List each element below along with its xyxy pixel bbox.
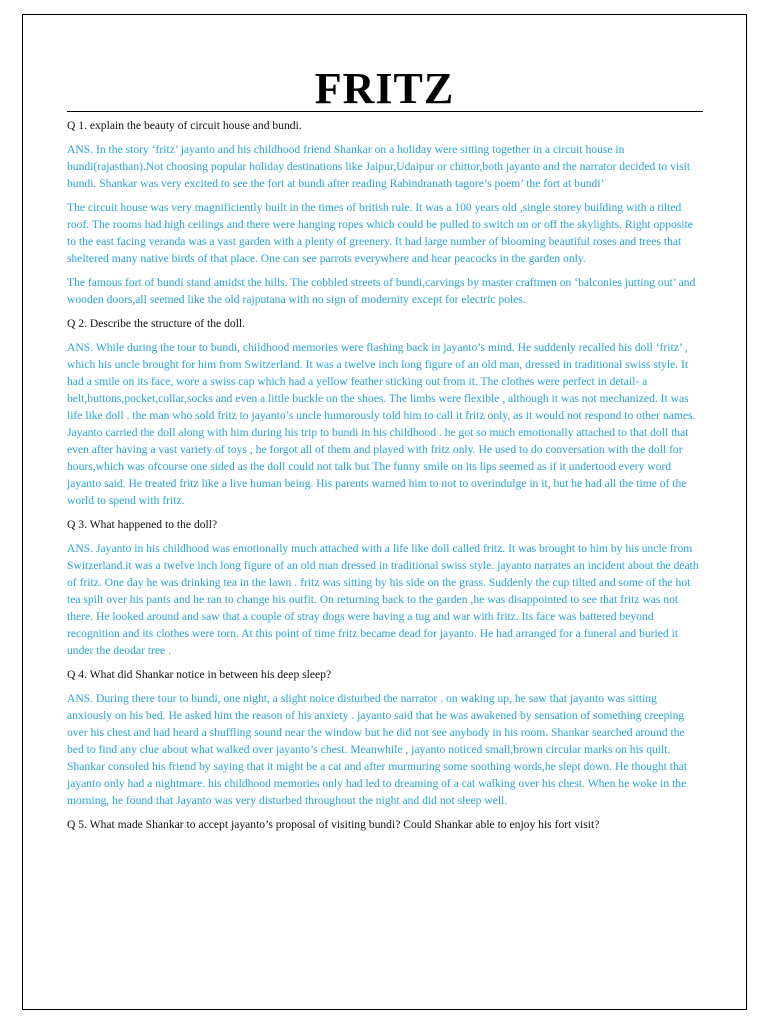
answer-1-paragraph-2: The circuit house was very magnificiently built in the times of british rule. It was a 100 years old ,single storey building with a tilted roof. The rooms had high ceilings and there were hanging ropes which could be pulled to switch on or off the skylights. Right opposite to the east facing veranda was a vast garden with a plenty of greenery. It had large number of blooming beautiful roses and trees that sheltered many native birds of that place. One can see parrots everywhere and hear peacocks in the garden only. (67, 201, 693, 265)
question-4: Q 4. What did Shankar notice in between his deep sleep? (67, 668, 332, 681)
answer-1-paragraph-1: ANS. In the story ‘fritz’ jayanto and his childhood friend Shankar on a holiday were sitting together in a circuit house in bundi(rajasthan).Not choosing popular holiday destinations like Jaipur,Udaipur or chittor,both jayanto and the narrator decided to visit bundi. Shankar was very excited to see the fort at bundi after reading Rabindranath tagore’s poem’ the fort at bundi’ (67, 143, 691, 190)
answer-3-paragraph-1: ANS. Jayanto in his childhood was emotionally much attached with a life like doll called fritz. It was brought to him by his uncle from Switzerland.it was a twelve inch long figure of an old man dressed in traditional swiss style. jayanto narrates an incident about the death of fritz. One day he was drinking tea in the lawn . fritz was sitting by his side on the grass. Suddenly the cup tilted and some of the hot tea spilt over his pants and he ran to change his outfit. On returning back to the garden ,he was disappointed to see that fritz was not there. He looked around and saw that a couple of stray dogs were having a tug and war with fritz. Its face was battered beyond recognition and its clothes were torn. At this point of time fritz became dead for jayanto. He had arranged for a funeral and buried it under the deodar tree . (67, 542, 699, 657)
title-underline (67, 111, 703, 112)
answer-2-paragraph-1: ANS. While during the tour to bundi, childhood memories were flashing back in jayanto’s mind. He suddenly recalled his doll ‘fritz’ , which his uncle brought for him from Switzerland. It was a twelve inch long figure of an old man, dressed in traditional swiss style. It had a smile on its face, wore a swiss cap which had a yellow feather sticking out from it. The clothes were perfect in detail- a belt,buttons,pocket,collar,socks and even a little buckle on the shoes. The limbs were flexible , although it was not mechanized. It was life like doll . the man who sold fritz to jayanto’s uncle humorously told him to call it fritz only, as it would not respond to other names. Jayanto carried the doll along with him during his trip to bundi in his childhood . he got so much emotionally attached to that doll that even after having a vast variety of toys , he forgot all of them and played with fritz only. He used to do conversation with the doll for hours,which was ofcourse one sided as the doll could not talk but The funny smile on its lips seemed as if it undertood every word jayanto said. He treated fritz like a live human being. His parents warned him to not to overindulge in it, but he had all the time of the world to spend with fritz. (67, 341, 696, 507)
question-3: Q 3. What happened to the doll? (67, 518, 218, 531)
question-5: Q 5. What made Shankar to accept jayanto’s proposal of visiting bundi? Could Shankar able to enjoy his fort visit? (67, 818, 600, 831)
document-page (22, 14, 747, 1010)
document-body (67, 117, 703, 840)
answer-4-paragraph-1: ANS. During there tour to bundi, one night, a slight noice disturbed the narrator . on waking up, he saw that jayanto was sitting anxiously on his bed. He asked him the reason of his anxiety . jayanto said that he was awakened by sensation of something creeping over his chest and had heard a shuffling sound near the window but he did not see anybody in his room. Shankar searched around the bed to find any clue about what walked over jayanto’s chest. Meanwhile , jayanto noticed small,brown circular marks on his quilt. Shankar consoled his friend by saying that it might be a cat and after murmuring some soothing words,he slept down. He thought that jayanto only had a nightmare. his childhood memories only had led to dreaming of a cat walking over his chest. When he woke in the morning, he found that Jayanto was very disturbed throughout the night and did not sleep well. (67, 692, 688, 807)
page-title: FRITZ (314, 64, 455, 113)
question-2: Q 2. Describe the structure of the doll. (67, 317, 246, 330)
question-1: Q 1. explain the beauty of circuit house and bundi. (67, 119, 302, 132)
answer-1-paragraph-3: The famous fort of bundi stand amidst the hills. The cobbled streets of bundi,carvings by master craftmen on ‘balconies jutting out’ and wooden doors,all seemed like the old rajputana with no sign of modernity except for electric poles. (67, 276, 696, 306)
